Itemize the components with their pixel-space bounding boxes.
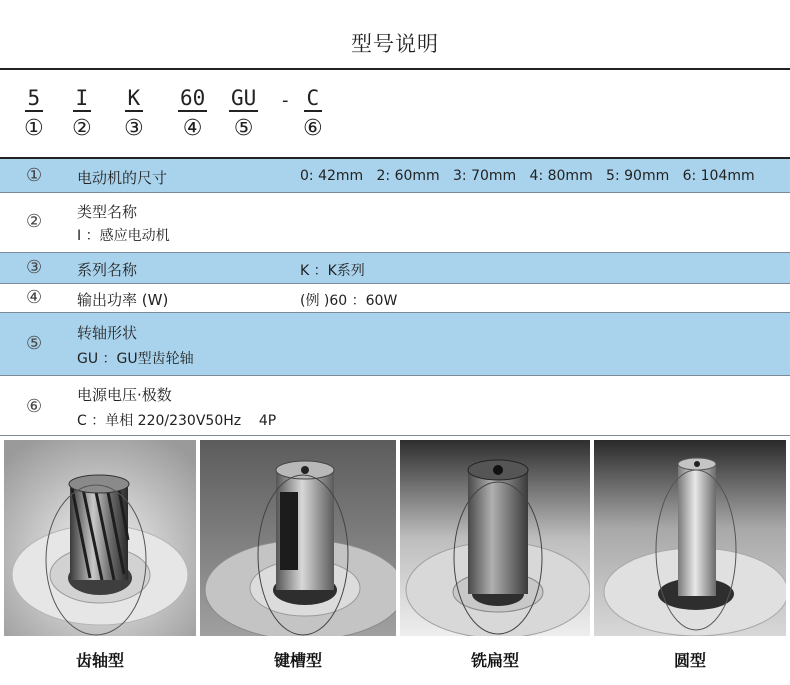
code-number: ② bbox=[72, 116, 92, 141]
spec-row-output bbox=[0, 284, 790, 313]
row-label: 系列名称 bbox=[77, 261, 138, 279]
row-value: (例 )60 ：60W bbox=[300, 293, 398, 309]
row-index: ① bbox=[26, 165, 43, 186]
photo-keyway-shaft bbox=[200, 440, 396, 636]
shaft-photos bbox=[4, 440, 786, 640]
row-index: ⑤ bbox=[26, 333, 43, 354]
spec-row-size bbox=[0, 159, 790, 193]
row-value: K ：K系列 bbox=[300, 263, 365, 279]
code-part-5 bbox=[229, 86, 258, 142]
caption-keyway-shaft: 键槽型 bbox=[273, 651, 322, 670]
row-label: 类型名称 bbox=[77, 203, 138, 221]
code-part-3 bbox=[124, 86, 144, 142]
spec-row-power bbox=[0, 376, 790, 436]
code-part-4 bbox=[178, 86, 207, 142]
code-letter: K bbox=[125, 86, 143, 112]
row-sub: GU ：GU型齿轮轴 bbox=[77, 351, 194, 367]
code-letter: I bbox=[73, 86, 91, 112]
code-number: ④ bbox=[182, 116, 203, 141]
code-number: ① bbox=[24, 116, 44, 141]
caption-gear-shaft: 齿轴型 bbox=[75, 651, 124, 670]
row-label: 输出功率 (W) bbox=[77, 291, 169, 309]
code-number: ⑤ bbox=[233, 116, 254, 141]
code-dash: - bbox=[282, 90, 289, 111]
code-part-2 bbox=[72, 86, 92, 142]
row-value: 0: 42mm 2: 60mm 3: 70mm 4: 80mm 5: 90mm 6: 104mm bbox=[300, 168, 755, 184]
code-letter: GU bbox=[231, 86, 257, 110]
model-code-row bbox=[0, 86, 790, 156]
spec-row-series bbox=[0, 253, 790, 284]
caption-flat-shaft: 铣扁型 bbox=[470, 651, 519, 670]
code-letter: 60 bbox=[180, 86, 206, 110]
code-letter: C bbox=[304, 86, 322, 112]
code-part-6 bbox=[303, 86, 323, 142]
code-number: ③ bbox=[124, 116, 144, 141]
photo-round-shaft bbox=[594, 440, 786, 636]
code-number: ⑥ bbox=[303, 116, 323, 141]
row-index: ④ bbox=[26, 287, 43, 308]
page-title: 型号说明 bbox=[351, 32, 439, 56]
photo-flat-shaft bbox=[400, 440, 590, 636]
row-index: ② bbox=[26, 211, 43, 232]
row-label: 电动机的尺寸 bbox=[77, 169, 168, 187]
photo-gear-shaft bbox=[4, 440, 196, 636]
row-sub: C ：单相 220/230V50Hz 4P bbox=[77, 413, 277, 429]
row-index: ⑥ bbox=[26, 396, 43, 417]
caption-round-shaft: 圆型 bbox=[673, 651, 706, 670]
row-label: 电源电压·极数 bbox=[77, 386, 172, 404]
code-letter: 5 bbox=[25, 86, 43, 112]
spec-row-type bbox=[0, 193, 790, 253]
row-index: ③ bbox=[26, 257, 43, 278]
top-rule bbox=[0, 68, 790, 70]
code-part-1 bbox=[24, 86, 44, 142]
spec-row-shaft bbox=[0, 313, 790, 376]
row-label: 转轴形状 bbox=[77, 324, 138, 342]
row-sub: I ：感应电动机 bbox=[77, 228, 170, 244]
